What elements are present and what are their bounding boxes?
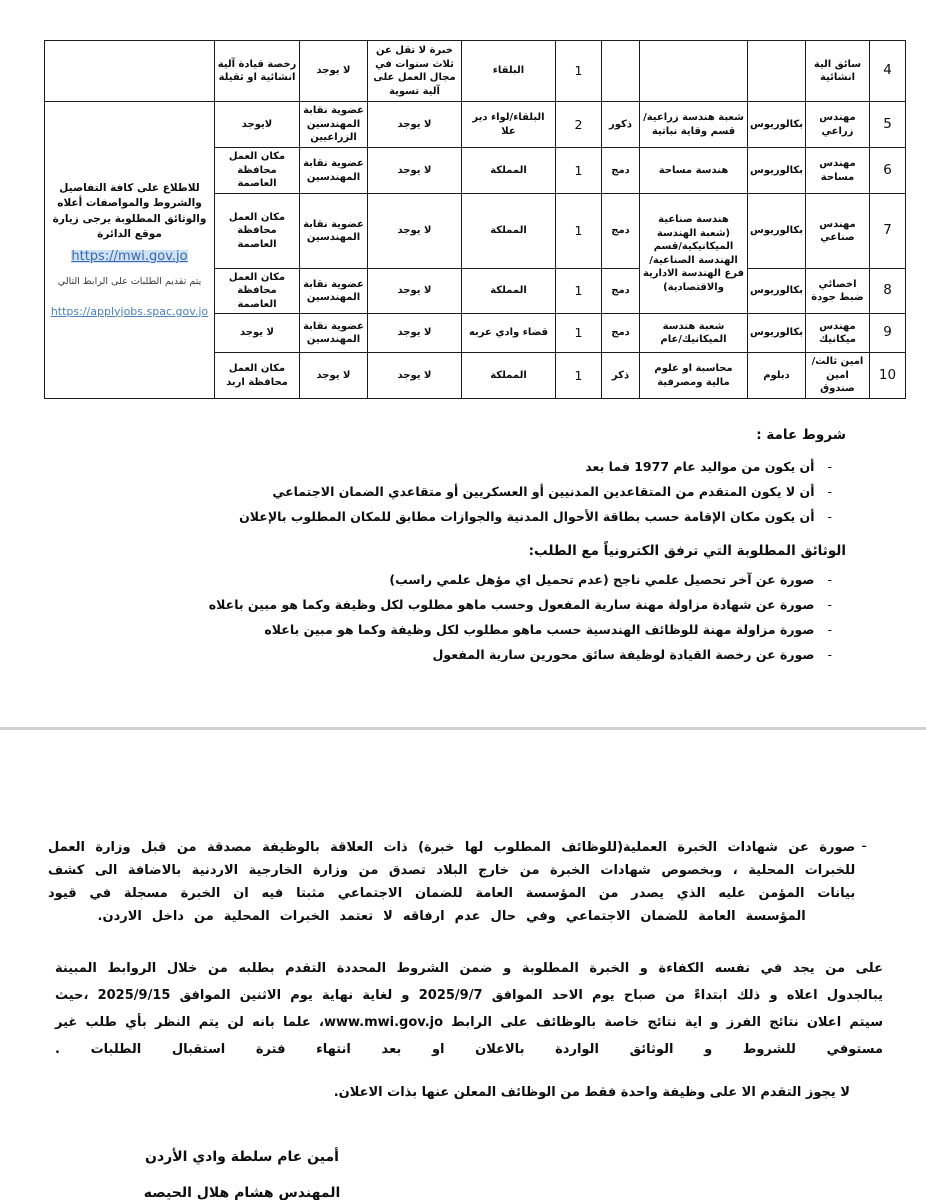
required-documents-list [55,567,846,667]
cell-experience: لا يوجد [368,102,462,148]
cell-membership: لا يوجد [300,353,368,399]
required-documents-title: الوثائق المطلوبة التي ترفق الكترونياً مع الطلب: [528,543,846,559]
cell-specialty: هندسة صناعية (شعبة الهندسة الميكانيكية/قسم الهندسة الصناعية/فرع الهندسة الادارية والاقتصادية) [640,194,748,314]
cell-details-empty [45,41,215,102]
experience-bullet-item [48,836,867,928]
details-text: للاطلاع على كافة التفاصيل والشروط والمواصفات أعلاه والوثائق المطلوبة يرجى زيارة موقع الدائرة [52,181,207,241]
single-job-note: لا يجوز التقدم الا على وظيفة واحدة فقط من الوظائف المعلن عنها بذات الاعلان. [333,1085,850,1100]
cell-location: المملكة [462,194,556,269]
cell-specialty: شعبة هندسة زراعية/قسم وقاية نباتية [640,102,748,148]
table-row [45,102,906,148]
cell-count: 2 [556,102,602,148]
cell-row-number: 5 [870,102,906,148]
bullet-dash: - [827,647,832,662]
cell-count: 1 [556,269,602,314]
list-item-text: أن يكون مكان الإقامة حسب بطاقة الأحوال المدنية والجوازات مطابق للمكان المطلوب بالإعلان [239,509,815,524]
cell-details [45,102,215,399]
cell-specialty: محاسبة او علوم مالية ومصرفية [640,353,748,399]
list-item-text: صورة عن رخصة القيادة لوظيفة سائق محورين سارية المفعول [432,647,815,662]
conditions-section [55,426,846,667]
cell-degree [748,41,806,102]
cell-job-title: مهندس مساحة [806,148,870,194]
cell-degree: بكالوريوس [748,314,806,353]
cell-specialty: هندسة مساحة [640,148,748,194]
cell-row-number: 9 [870,314,906,353]
cell-experience: لا يوجد [368,194,462,269]
cell-specialty: شعبة هندسة الميكانيك/عام [640,314,748,353]
cell-degree: بكالوريوس [748,269,806,314]
applyjobs-link[interactable]: https://applyjobs.spac.gov.jo [50,304,209,318]
list-item [55,454,832,479]
cell-location: البلقاء/لواء دير علا [462,102,556,148]
cell-gender: ذكر [602,353,640,399]
cell-gender: دمج [602,148,640,194]
signature-name: المهندس هشام هلال الحيصه [143,1185,341,1200]
list-item-text: صورة عن شهادة مزاولة مهنة سارية المفعول وحسب ماهو مطلوب لكل وظيفة وكما هو مبين باعلاه [208,597,815,612]
cell-license: مكان العمل محافظة العاصمة [215,194,300,269]
cell-license: لا يوجد [215,314,300,353]
cell-job-title: مهندس زراعي [806,102,870,148]
mwi-website-link[interactable]: https://mwi.gov.jo [71,248,188,264]
cell-license: مكان العمل محافظة اربد [215,353,300,399]
bullet-dash: - [861,836,867,855]
cell-degree: بكالوريوس [748,102,806,148]
signature-block [97,1139,387,1200]
cell-location: البلقاء [462,41,556,102]
cell-membership: لا يوجد [300,41,368,102]
cell-row-number: 10 [870,353,906,399]
experience-certificates-paragraph: صورة عن شهادات الخبرة العملية(للوظائف المطلوب لها خبرة) ذات العلاقة بالوظيفة مصدقة من قبل وزارة العمل للخبرات المحلية ، وبخصوص شهادات الخبرة من خارج البلاد تصدق من وزارة الخارجية الاردنية بالاضافة الى كشف بيانات المؤمن عليه الذي يصدر من المؤسسة العامة للضمان الاجتماعي مثبتا فيه ان الخبرة مسجلة في قيود المؤسسة العامة للضمان الاجتماعي وفي حال عدم ارفاقه لا تعتمد الخبرات المحلية من داخل الاردن. [48,840,856,924]
cell-membership: عضوية نقابة المهندسين [300,194,368,269]
application-instructions-paragraph: على من يجد في نفسه الكفاءة و الخبرة المطلوبة و ضمن الشروط المحددة التقدم بطلبه من خلال الروابط المبينة يبالجدول اعلاه و ذلك ابتداءً من صباح يوم الاحد الموافق 2025/9/7 و لغاية نهاية يوم الاثنين الموافق 2025/9/15 ،حيث سيتم اعلان نتائج الفرز و اية نتائج خاصة بالوظائف على الرابط www.mwi.gov.jo، علما بانه لن يتم النظر بأي طلب غير مستوفي للشروط و الوثائق الواردة بالاعلان او بعد انتهاء فترة استقبال الطلبات . [55,961,884,1057]
cell-count: 1 [556,314,602,353]
general-conditions-list [55,454,846,529]
signature-title: أمين عام سلطة وادي الأردن [145,1149,339,1165]
cell-experience: لا يوجد [368,269,462,314]
cell-specialty [640,41,748,102]
bullet-dash: - [827,622,832,637]
cell-job-title: امين ثالث/امين صندوق [806,353,870,399]
cell-degree: بكالوريوس [748,194,806,269]
cell-location: المملكة [462,148,556,194]
cell-gender: دمج [602,314,640,353]
details-apply-note: يتم تقديم الطلبات على الرابط التالي [57,276,202,288]
cell-experience: خبرة لا تقل عن ثلاث سنوات في مجال العمل على آلية تسوية [368,41,462,102]
cell-membership: عضوية نقابة المهندسين [300,269,368,314]
cell-license: لايوجد [215,102,300,148]
cell-count: 1 [556,41,602,102]
list-item [55,479,832,504]
cell-gender [602,41,640,102]
cell-location: المملكة [462,269,556,314]
cell-experience: لا يوجد [368,148,462,194]
cell-membership: عضوية نقابة المهندسين الزراعيين [300,102,368,148]
page-separator [0,727,926,730]
cell-location: المملكة [462,353,556,399]
cell-row-number: 7 [870,194,906,269]
cell-membership: عضوية نقابة المهندسين [300,148,368,194]
cell-row-number: 8 [870,269,906,314]
bottom-section [48,836,883,1200]
bullet-dash: - [827,597,832,612]
bullet-dash: - [827,509,832,524]
bullet-dash: - [827,459,832,474]
list-item-text: صورة مزاولة مهنة للوظائف الهندسية حسب ماهو مطلوب لكل وظيفة وكما هو مبين باعلاه [264,622,815,637]
list-item [55,567,832,592]
bullet-dash: - [827,484,832,499]
general-conditions-title: شروط عامة : [756,427,846,443]
cell-row-number: 4 [870,41,906,102]
list-item-text: أن يكون من مواليد عام 1977 فما بعد [585,459,815,474]
cell-count: 1 [556,148,602,194]
cell-job-title: مهندس ميكانيك [806,314,870,353]
cell-experience: لا يوجد [368,314,462,353]
cell-membership: عضوية نقابة المهندسين [300,314,368,353]
list-item [55,504,832,529]
jobs-table [44,40,906,399]
cell-gender: دمج [602,194,640,269]
list-item-text: صورة عن آخر تحصيل علمي ناجح (عدم تحميل اي مؤهل علمي راسب) [389,572,815,587]
cell-job-title: سائق الية انشائية [806,41,870,102]
list-item [55,592,832,617]
cell-degree: بكالوريوس [748,148,806,194]
cell-license: مكان العمل محافظة العاصمة [215,148,300,194]
cell-license: رخصة قيادة آلية انشائية او ثقيلة [215,41,300,102]
cell-gender: دمج [602,269,640,314]
cell-job-title: اخصائي ضبط جودة [806,269,870,314]
cell-job-title: مهندس صناعي [806,194,870,269]
cell-count: 1 [556,353,602,399]
list-item [55,642,832,667]
cell-license: مكان العمل محافظة العاصمة [215,269,300,314]
cell-gender: ذكور [602,102,640,148]
cell-row-number: 6 [870,148,906,194]
cell-degree: دبلوم [748,353,806,399]
bullet-dash: - [827,572,832,587]
table-row [45,41,906,102]
list-item [55,617,832,642]
cell-location: قضاء وادي عربه [462,314,556,353]
cell-experience: لا يوجد [368,353,462,399]
list-item-text: أن لا يكون المتقدم من المتقاعدين المدنيين أو العسكريين أو متقاعدي الضمان الاجتماعي [272,484,815,499]
cell-count: 1 [556,194,602,269]
